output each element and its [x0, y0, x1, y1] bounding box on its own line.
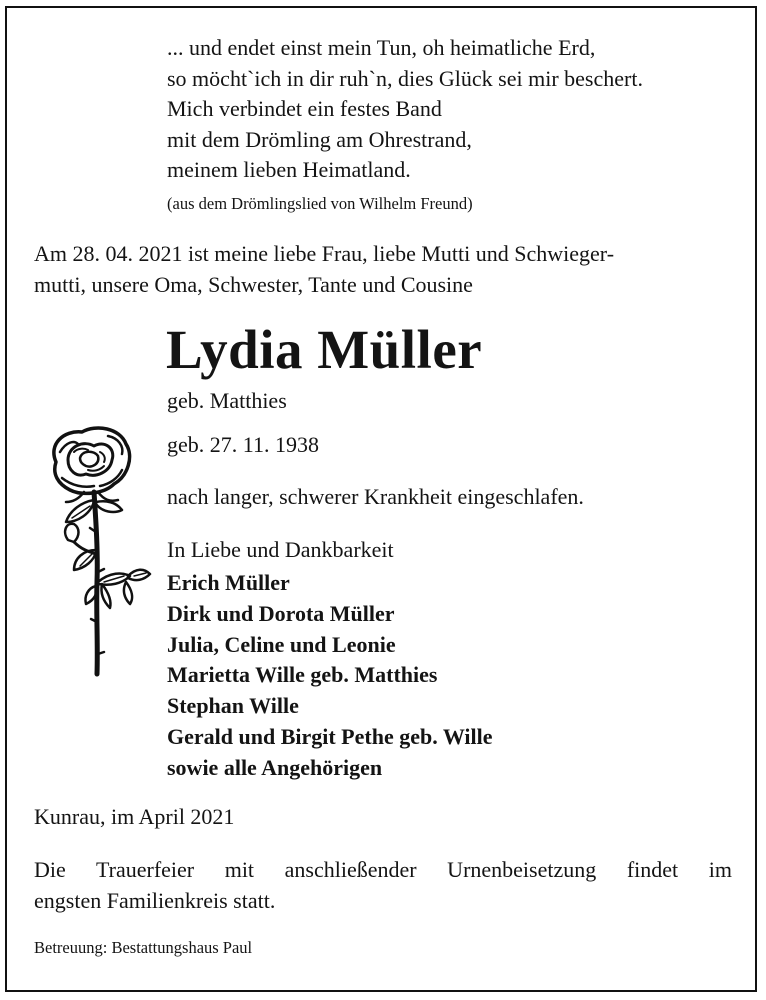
- funeral-note: [34, 854, 732, 916]
- place-date: Kunrau, im April 2021: [34, 804, 235, 829]
- undertaker-note: Betreuung: Bestattungshaus Paul: [34, 938, 253, 957]
- mourner-name: Dirk und Dorota Müller: [167, 600, 395, 626]
- deceased-name: Lydia Müller: [166, 319, 483, 380]
- poem-line: Mich verbindet ein festes Band: [167, 96, 442, 121]
- funeral-line: engsten Familienkreis statt.: [34, 888, 276, 913]
- mourner-name: Julia, Celine und Leonie: [167, 631, 396, 657]
- mourning-intro: In Liebe und Dankbarkeit: [167, 537, 394, 562]
- poem-line: mit dem Drömling am Ohrestrand,: [167, 126, 472, 152]
- announcement-text: [34, 238, 734, 300]
- poem-line: ... und endet einst mein Tun, oh heimatliche Erd,: [167, 35, 596, 60]
- birth-date: geb. 27. 11. 1938: [167, 432, 319, 457]
- birth-name: geb. Matthies: [167, 388, 287, 413]
- announcement-line: Am 28. 04. 2021 ist meine liebe Frau, liebe Mutti und Schwieger-: [34, 241, 615, 266]
- poem-source: (aus dem Drömlingslied von Wilhelm Freund): [167, 194, 473, 213]
- poem: [167, 33, 643, 186]
- mourner-name: Erich Müller: [167, 570, 290, 595]
- mourner-name: Marietta Wille geb. Matthies: [167, 662, 438, 688]
- mourners-list: [167, 568, 493, 784]
- rose-icon: [38, 422, 156, 684]
- mourner-name: Stephan Wille: [167, 693, 299, 719]
- mourner-name: Gerald und Birgit Pethe geb. Wille: [167, 723, 493, 749]
- mourner-name: sowie alle Angehörigen: [167, 754, 383, 780]
- funeral-line: Die Trauerfeier mit anschließender Urnenbeisetzung findet im: [34, 857, 732, 882]
- announcement-line: mutti, unsere Oma, Schwester, Tante und Cousine: [34, 272, 473, 297]
- poem-line: meinem lieben Heimatland.: [167, 157, 411, 182]
- poem-line: so möcht`ich in dir ruh`n, dies Glück sei mir beschert.: [167, 65, 643, 91]
- death-note: nach langer, schwerer Krankheit eingeschlafen.: [167, 484, 584, 509]
